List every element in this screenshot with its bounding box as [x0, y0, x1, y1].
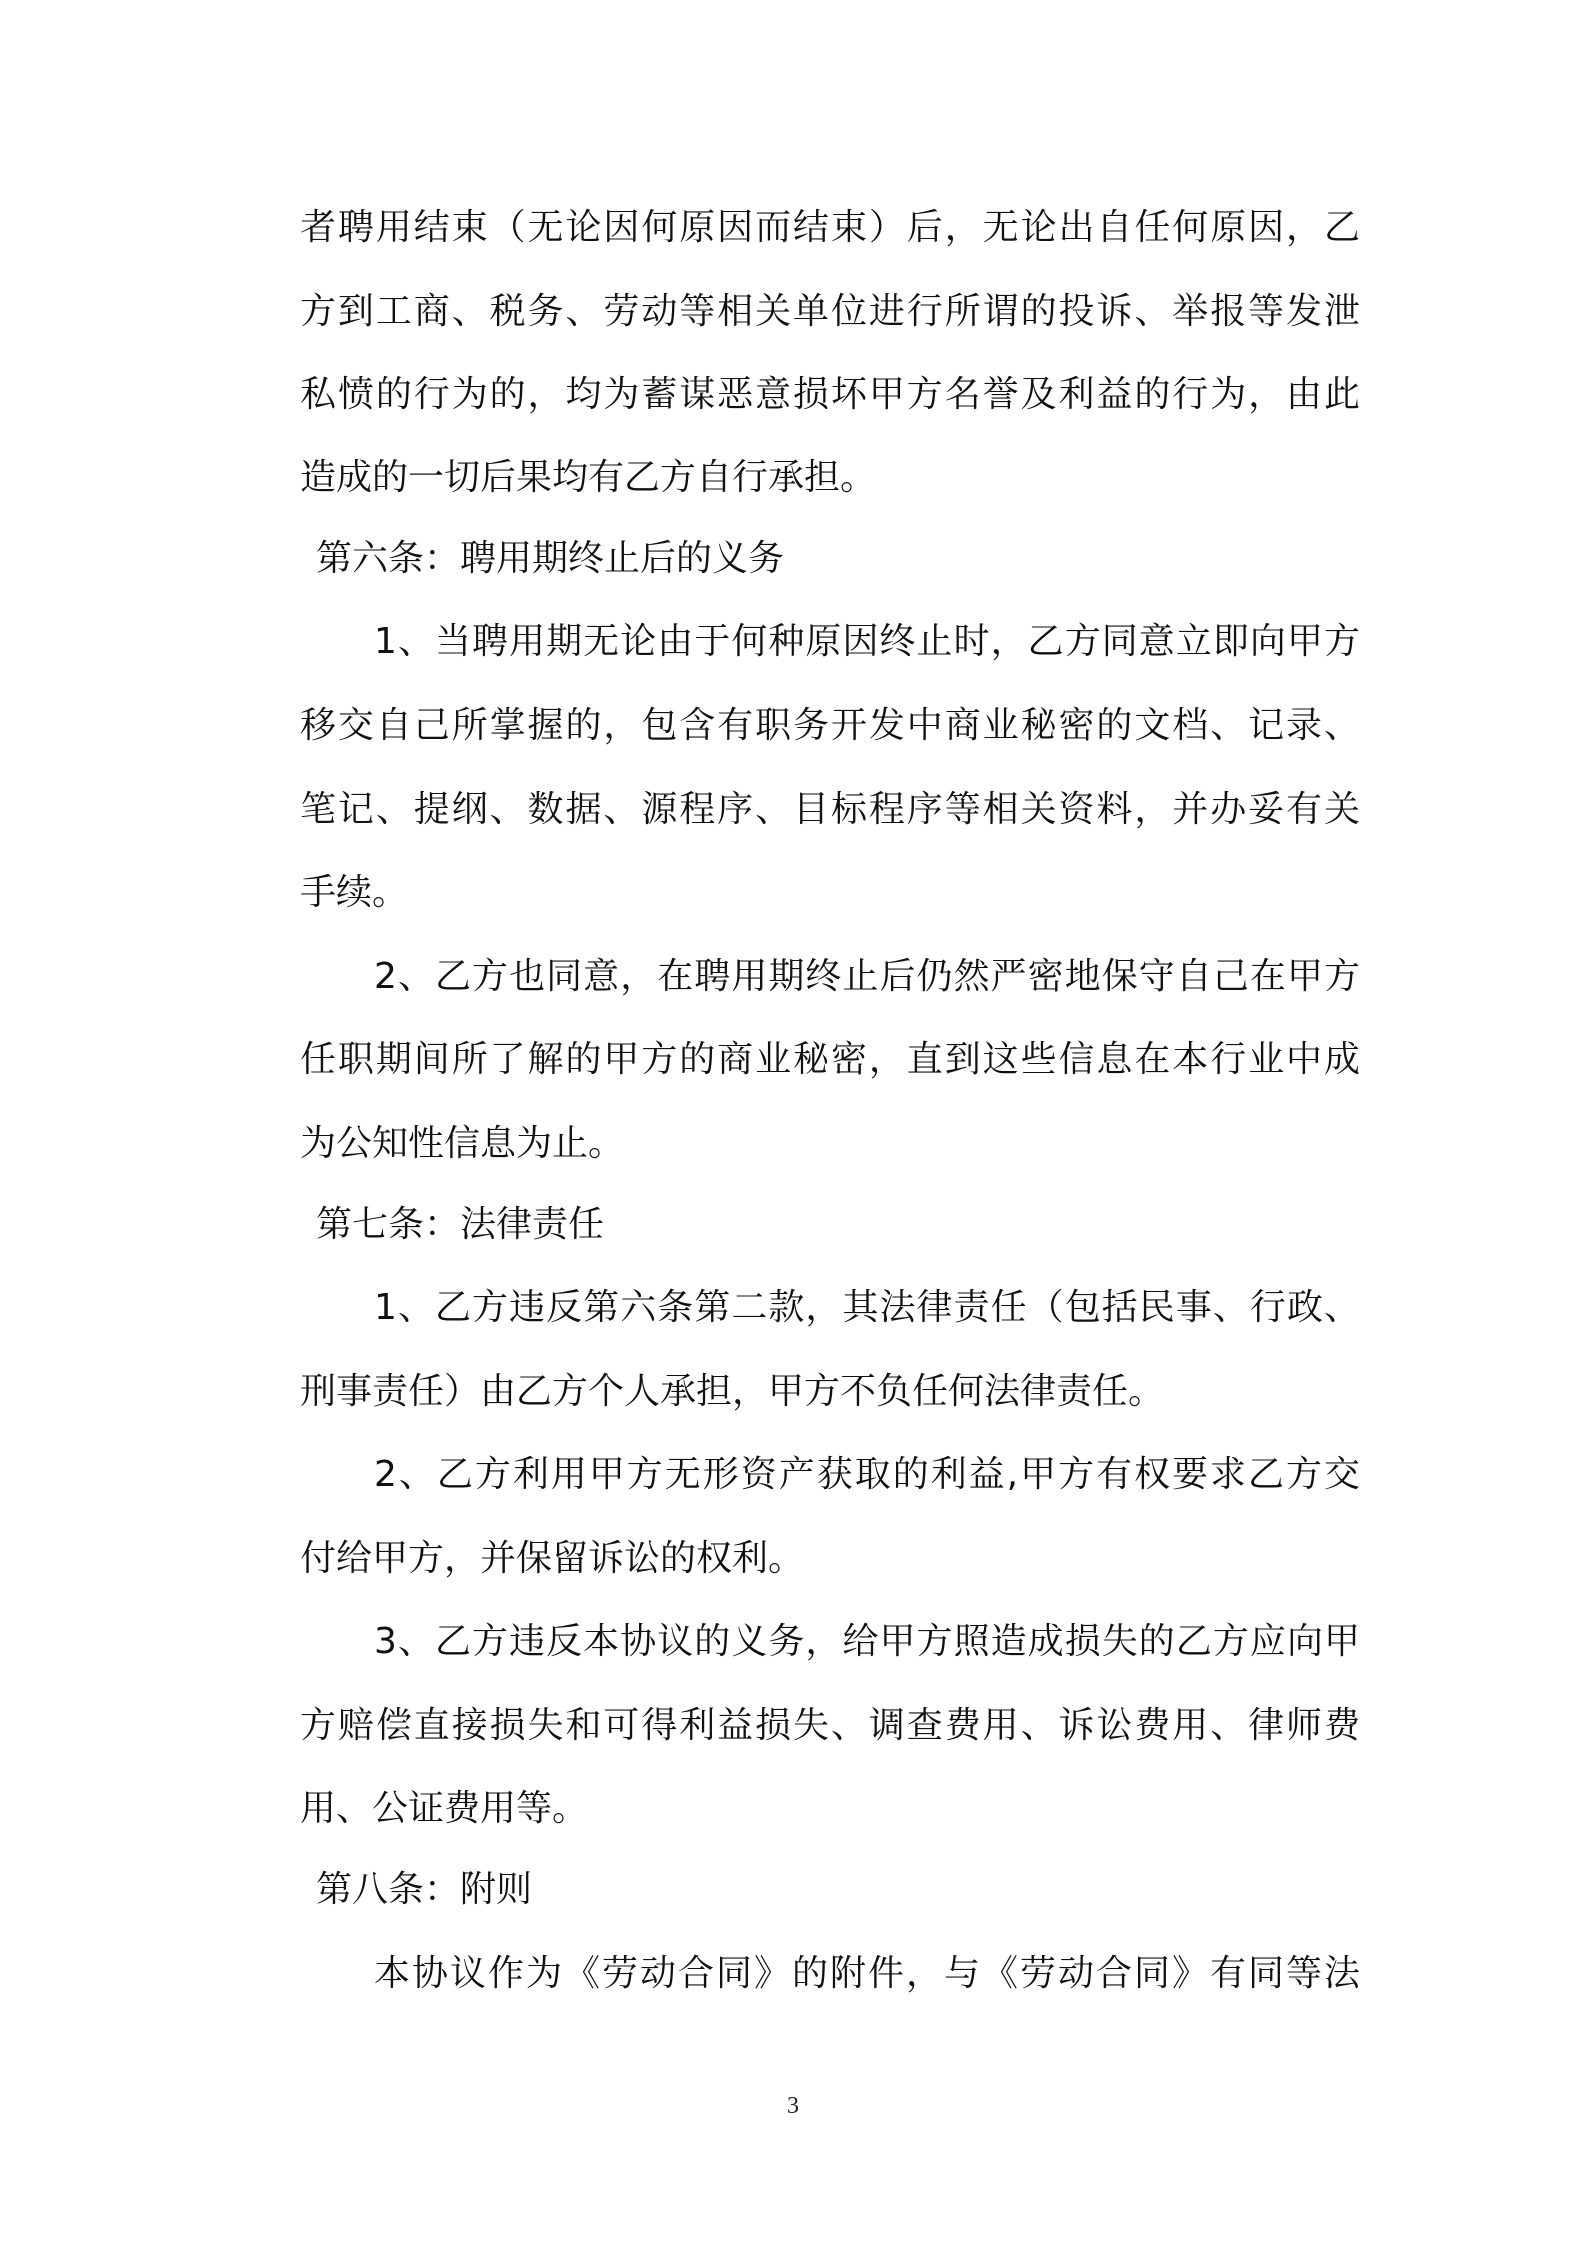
- text-line-1: 者聘用结束（无论因何原因而结束）后，无论出自任何原因，乙: [300, 207, 1360, 248]
- section-heading-article-8: 第八条：附则: [316, 1869, 533, 1910]
- text-line-16: 2、乙方利用甲方无形资产获取的利益,甲方有权要求乙方交: [374, 1454, 1360, 1495]
- text-line-19: 方赔偿直接损失和可得利益损失、调查费用、诉讼费用、律师费: [300, 1705, 1360, 1746]
- text-line-2: 方到工商、税务、劳动等相关单位进行所谓的投诉、举报等发泄: [300, 291, 1360, 332]
- text-line-8: 笔记、提纲、数据、源程序、目标程序等相关资料，并办妥有关: [300, 789, 1360, 830]
- text-line-20: 用、公证费用等。: [300, 1788, 589, 1829]
- text-line-11: 任职期间所了解的甲方的商业秘密，直到这些信息在本行业中成: [300, 1039, 1360, 1080]
- text-line-9: 手续。: [300, 872, 409, 913]
- text-line-22: 本协议作为《劳动合同》的附件，与《劳动合同》有同等法: [374, 1953, 1360, 1994]
- text-line-6: 1、当聘用期无论由于何种原因终止时，乙方同意立即向甲方: [374, 621, 1360, 662]
- text-line-15: 刑事责任）由乙方个人承担，甲方不负任何法律责任。: [300, 1371, 1165, 1412]
- text-line-7: 移交自己所掌握的，包含有职务开发中商业秘密的文档、记录、: [300, 705, 1360, 746]
- text-line-3: 私愤的行为的，均为蓄谋恶意损坏甲方名誉及利益的行为，由此: [300, 374, 1360, 415]
- text-line-17: 付给甲方，并保留诉讼的权利。: [300, 1538, 805, 1579]
- text-line-12: 为公知性信息为止。: [300, 1123, 625, 1164]
- text-line-18: 3、乙方违反本协议的义务，给甲方照造成损失的乙方应向甲: [374, 1621, 1360, 1662]
- page-number: 3: [787, 2093, 799, 2119]
- section-heading-article-6: 第六条：聘用期终止后的义务: [316, 538, 785, 579]
- text-line-4: 造成的一切后果均有乙方自行承担。: [300, 457, 877, 498]
- text-line-10: 2、乙方也同意，在聘用期终止后仍然严密地保守自己在甲方: [374, 956, 1360, 997]
- text-line-14: 1、乙方违反第六条第二款，其法律责任（包括民事、行政、: [374, 1287, 1360, 1328]
- section-heading-article-7: 第七条：法律责任: [316, 1204, 605, 1245]
